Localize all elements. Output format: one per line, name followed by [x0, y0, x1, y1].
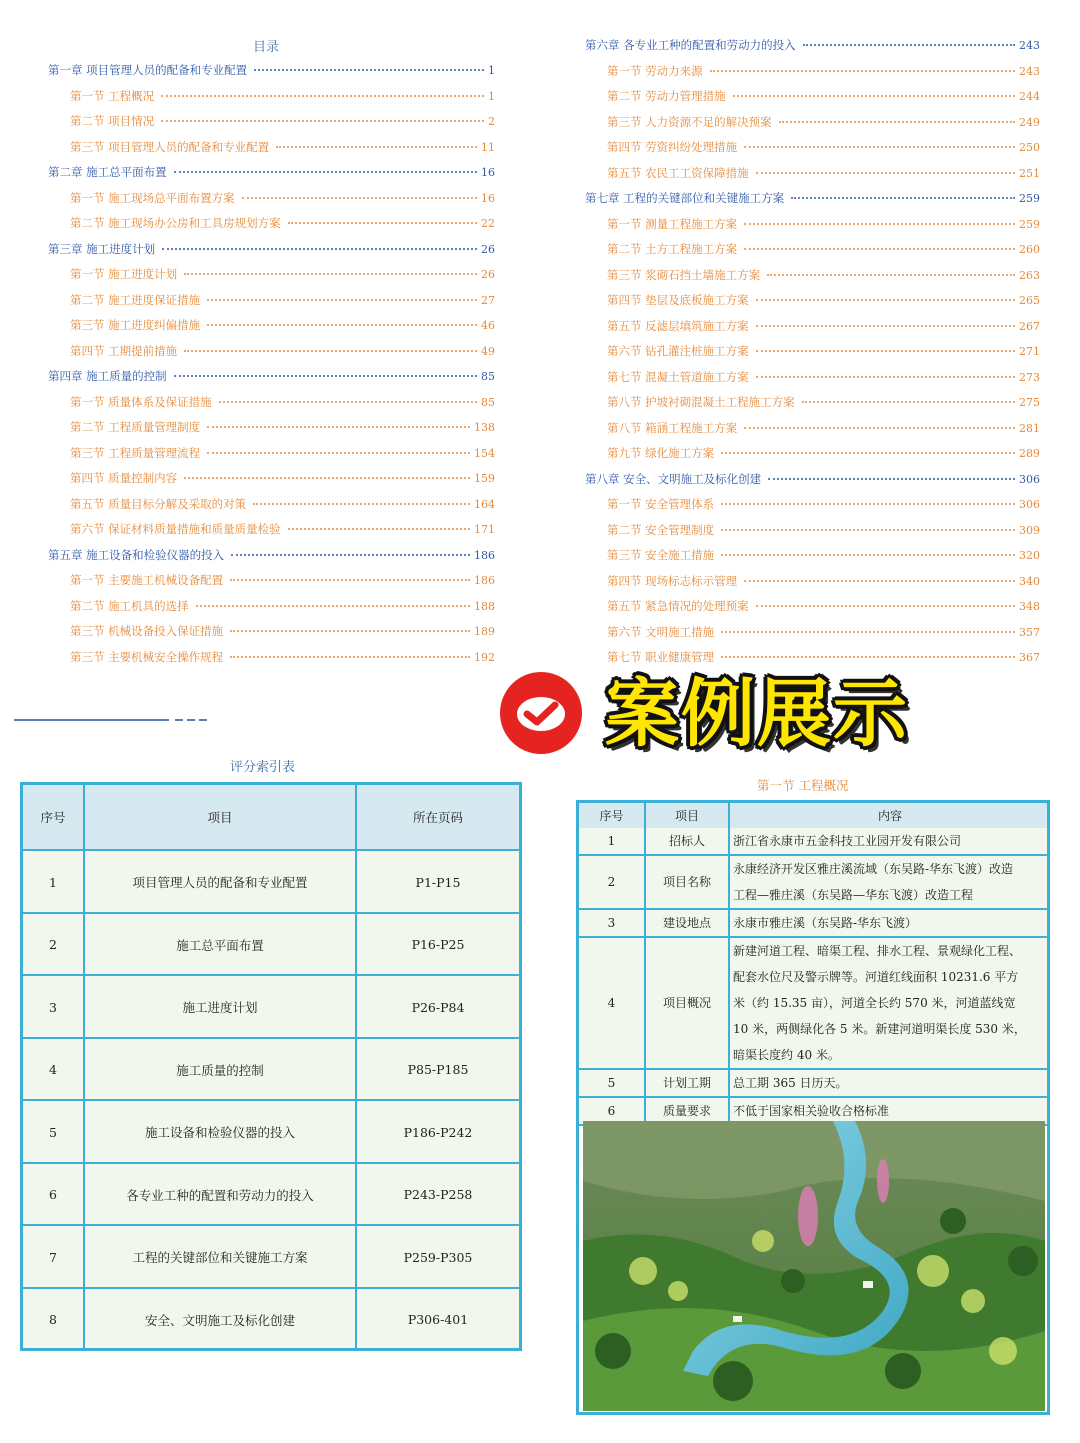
toc-section-entry[interactable] — [70, 623, 495, 639]
toc-leader-dots — [288, 518, 470, 530]
table-cell: 1 — [23, 851, 85, 914]
table-cell: 3 — [23, 976, 85, 1039]
table-cell: P259-P305 — [403, 1249, 473, 1265]
table-cell: 各专业工种的配置和劳动力的投入 — [85, 1164, 357, 1227]
toc-page-number: 265 — [1019, 294, 1040, 307]
toc-leader-dots — [710, 60, 1015, 72]
header-cell: 序号 — [579, 803, 646, 828]
check-circle-icon — [500, 672, 582, 754]
toc-entry-label: 第二章 施工总平面布置 — [48, 165, 167, 179]
toc-page-number: 22 — [481, 217, 495, 230]
toc-entry-label: 第三节 施工进度纠偏措施 — [70, 318, 201, 332]
toc-leader-dots — [254, 59, 484, 71]
toc-page-number: 357 — [1019, 625, 1040, 639]
toc-entry-label: 第三节 机械设备投入保证措施 — [70, 624, 224, 638]
toc-section-entry[interactable] — [607, 139, 1040, 155]
content-line: 浙江省永康市五金科技工业园开发有限公司 — [733, 834, 962, 848]
table-cell: 工程的关键部位和关键施工方案 — [85, 1226, 357, 1289]
table-row — [23, 849, 519, 914]
table-cell: P243-P258 — [403, 1187, 473, 1203]
row-number-cell: 1 — [579, 828, 646, 854]
toc-leader-dots — [288, 212, 477, 224]
table-header-row — [23, 785, 519, 849]
toc-entry-label: 第一章 项目管理人员的配备和专业配置 — [48, 63, 248, 77]
toc-section-entry[interactable] — [70, 113, 495, 129]
content-cell — [730, 1070, 1047, 1096]
toc-leader-dots — [219, 391, 477, 403]
toc-leader-dots — [744, 213, 1015, 225]
toc-section-entry[interactable] — [607, 522, 1040, 538]
toc-entry-label: 第二节 施工进度保证措施 — [70, 292, 201, 307]
toc-title: 目录 — [253, 40, 280, 55]
toc-leader-dots — [207, 416, 470, 428]
toc-leader-dots — [756, 595, 1015, 607]
toc-leader-dots — [231, 544, 470, 556]
toc-section-entry[interactable] — [607, 343, 1040, 359]
toc-page-number: 243 — [1019, 64, 1040, 78]
toc-page-number: 251 — [1019, 166, 1040, 180]
toc-entry-label: 第五节 农民工工资保障措施 — [607, 165, 749, 180]
toc-section-entry[interactable] — [607, 598, 1040, 614]
toc-section-entry[interactable] — [607, 88, 1040, 104]
landscape-rendering-image — [583, 1121, 1045, 1411]
toc-leader-dots — [184, 340, 477, 352]
toc-entry-label: 第六节 钻孔灌注桩施工方案 — [607, 344, 749, 358]
toc-page-number: 320 — [1019, 549, 1040, 562]
toc-page-number: 46 — [481, 319, 495, 332]
toc-entry-label: 第三节 项目管理人员的配备和专业配置 — [70, 139, 270, 154]
toc-section-entry[interactable] — [70, 445, 495, 461]
toc-entry-label: 第一节 施工进度计划 — [70, 267, 178, 281]
toc-entry-label: 第八章 安全、文明施工及标化创建 — [585, 471, 762, 486]
toc-page-number: 26 — [481, 242, 495, 256]
toc-section-entry[interactable] — [70, 317, 495, 333]
toc-chapter-entry[interactable] — [48, 164, 495, 180]
toc-entry-label: 第三节 人力资源不足的解决预案 — [607, 114, 772, 129]
overview-table — [576, 800, 1050, 1415]
row-number-cell: 3 — [579, 910, 646, 936]
toc-chapter-entry[interactable] — [48, 62, 495, 78]
header-cell: 项目 — [85, 785, 357, 849]
toc-chapter-entry[interactable] — [585, 190, 1040, 206]
content-cell — [730, 910, 1047, 936]
toc-entry-label: 第二节 项目情况 — [70, 114, 155, 128]
toc-page-number: 259 — [1019, 192, 1040, 205]
toc-entry-label: 第一节 安全管理体系 — [607, 497, 715, 511]
table-cell: 6 — [23, 1164, 85, 1227]
toc-entry-label: 第一节 质量体系及保证措施 — [70, 394, 212, 409]
header-cell: 项目 — [646, 803, 730, 828]
table-cell: P16-P25 — [411, 937, 465, 953]
table-cell: P186-P242 — [403, 1124, 473, 1140]
toc-chapter-entry[interactable] — [585, 37, 1040, 53]
toc-page-number: 243 — [1019, 39, 1040, 52]
item-cell: 项目概况 — [646, 938, 730, 1068]
table-row — [23, 974, 519, 1039]
toc-entry-label: 第四节 现场标志标示管理 — [607, 573, 738, 588]
toc-page-number: 11 — [481, 140, 495, 154]
toc-page-number: 85 — [481, 370, 495, 383]
item-cell: 质量要求 — [646, 1098, 730, 1124]
toc-chapter-entry[interactable] — [48, 368, 495, 384]
toc-page-number: 259 — [1019, 217, 1040, 231]
toc-chapter-entry[interactable] — [48, 547, 495, 563]
toc-entry-label: 第五节 反滤层填筑施工方案 — [607, 318, 749, 333]
toc-entry-label: 第四节 工期提前措施 — [70, 343, 178, 358]
banner-title: 案例展示 — [605, 671, 909, 757]
toc-page-number: 273 — [1019, 370, 1040, 384]
toc-entry-label: 第二节 安全管理制度 — [607, 522, 715, 537]
toc-page-number: 306 — [1019, 498, 1040, 511]
toc-entry-label: 第七节 职业健康管理 — [607, 650, 715, 664]
toc-entry-label: 第八节 箱涵工程施工方案 — [607, 420, 738, 435]
table-header-row — [579, 803, 1047, 830]
toc-leader-dots — [196, 595, 470, 607]
toc-section-entry[interactable] — [607, 165, 1040, 181]
table-cell: 施工进度计划 — [85, 976, 357, 1039]
toc-leader-dots — [184, 263, 477, 275]
toc-page-number: 289 — [1019, 447, 1040, 460]
toc-page-number: 164 — [474, 497, 495, 511]
toc-page-number: 348 — [1019, 600, 1040, 613]
toc-section-entry[interactable] — [607, 63, 1040, 79]
item-cell: 建设地点 — [646, 910, 730, 936]
item-cell: 计划工期 — [646, 1070, 730, 1096]
table-row — [23, 912, 519, 977]
toc-leader-dots — [207, 442, 470, 454]
toc-section-entry[interactable] — [607, 292, 1040, 308]
item-cell: 招标人 — [646, 828, 730, 854]
table-row — [23, 1224, 519, 1289]
table-cell: P26-P84 — [411, 999, 465, 1015]
toc-entry-label: 第六节 保证材料质量措施和质量质量检验 — [70, 522, 281, 536]
toc-page-number: 186 — [474, 574, 495, 587]
toc-entry-label: 第四节 垫层及底板施工方案 — [607, 293, 749, 307]
toc-section-entry[interactable] — [70, 266, 495, 282]
toc-section-entry[interactable] — [70, 649, 495, 665]
toc-leader-dots — [230, 646, 470, 658]
toc-leader-dots — [207, 314, 477, 326]
content-line: 永康经济开发区雅庄溪流域（东吴路-华东飞渡）改造 — [733, 862, 1014, 876]
table-row — [579, 910, 1047, 938]
toc-section-entry[interactable] — [607, 267, 1040, 283]
score-index-title: 评分索引表 — [230, 760, 296, 775]
content-cell — [730, 856, 1047, 908]
content-line: 10 米，两侧绿化各 5 米。新建河道明渠长度 530 米， — [733, 1022, 1026, 1036]
table-row — [23, 1162, 519, 1227]
toc-page-number: 271 — [1019, 345, 1040, 358]
table-row — [579, 938, 1047, 1070]
table-cell: P1-P15 — [415, 874, 461, 890]
toc-entry-label: 第六章 各专业工种的配置和劳动力的投入 — [585, 38, 796, 52]
table-row — [23, 1287, 519, 1352]
toc-section-entry[interactable] — [607, 241, 1040, 257]
toc-leader-dots — [744, 136, 1015, 148]
toc-leader-dots — [721, 646, 1015, 658]
table-row — [579, 1070, 1047, 1098]
table-cell: 安全、文明施工及标化创建 — [85, 1289, 357, 1352]
toc-section-entry[interactable] — [70, 139, 495, 155]
toc-page-number: 49 — [481, 344, 495, 358]
toc-leader-dots — [721, 519, 1015, 531]
overview-title: 第一节 工程概况 — [757, 778, 849, 793]
toc-entry-label: 第七节 混凝土管道施工方案 — [607, 369, 749, 384]
toc-section-entry[interactable] — [70, 419, 495, 435]
toc-page-number: 27 — [481, 293, 495, 307]
content-line: 新建河道工程、暗渠工程、排水工程、景观绿化工程、 — [733, 944, 1022, 958]
toc-entry-label: 第九节 绿化施工方案 — [607, 446, 715, 460]
toc-section-entry[interactable] — [607, 394, 1040, 410]
score-index-table — [20, 782, 522, 1351]
table-cell: 施工总平面布置 — [85, 914, 357, 977]
toc-entry-label: 第五章 施工设备和检验仪器的投入 — [48, 547, 225, 562]
toc-section-entry[interactable] — [607, 624, 1040, 640]
table-cell: P306-401 — [407, 1312, 469, 1328]
row-number-cell: 4 — [579, 938, 646, 1068]
toc-section-entry[interactable] — [607, 420, 1040, 436]
content-line: 工程—雅庄溪（东吴路—华东飞渡）改造工程 — [733, 888, 974, 902]
toc-leader-dots — [276, 136, 477, 148]
toc-leader-dots — [721, 442, 1015, 454]
toc-leader-dots — [230, 620, 470, 632]
toc-leader-dots — [744, 238, 1015, 250]
header-cell: 内容 — [877, 808, 902, 823]
toc-leader-dots — [768, 468, 1015, 480]
toc-page-number: 159 — [474, 472, 495, 485]
toc-section-entry[interactable] — [607, 114, 1040, 130]
table-cell: 4 — [23, 1039, 85, 1102]
toc-entry-label: 第五节 紧急情况的处理预案 — [607, 599, 749, 613]
toc-entry-label: 第二节 施工现场办公房和工具房规划方案 — [70, 216, 281, 230]
toc-page-number: 306 — [1019, 472, 1040, 486]
toc-page-number: 1 — [488, 64, 495, 77]
toc-leader-dots — [802, 391, 1015, 403]
content-line: 总工期 365 日历天。 — [733, 1076, 848, 1090]
content-line: 暗渠长度约 40 米。 — [733, 1048, 840, 1062]
toc-section-entry[interactable] — [70, 496, 495, 512]
toc-leader-dots — [756, 315, 1015, 327]
toc-entry-label: 第一节 主要施工机械设备配置 — [70, 573, 224, 587]
toc-section-entry[interactable] — [70, 215, 495, 231]
content-line: 不低于国家相关验收合格标准 — [733, 1104, 890, 1118]
toc-entry-label: 第四节 劳资纠纷处理措施 — [607, 140, 738, 154]
toc-section-entry[interactable] — [70, 190, 495, 206]
table-cell: 施工设备和检验仪器的投入 — [85, 1101, 357, 1164]
toc-page-number: 250 — [1019, 141, 1040, 154]
table-row — [579, 856, 1047, 910]
toc-leader-dots — [230, 569, 470, 581]
toc-page-number: 138 — [474, 421, 495, 434]
toc-leader-dots — [721, 621, 1015, 633]
toc-leader-dots — [253, 493, 470, 505]
toc-leader-dots — [721, 493, 1015, 505]
divider-dashes — [175, 719, 207, 721]
toc-entry-label: 第一节 施工现场总平面布置方案 — [70, 190, 235, 205]
toc-leader-dots — [767, 264, 1015, 276]
table-cell: 7 — [23, 1226, 85, 1289]
toc-section-entry[interactable] — [607, 496, 1040, 512]
toc-entry-label: 第三节 浆砌石挡土墙施工方案 — [607, 267, 761, 282]
toc-entry-label: 第八节 护坡衬砌混凝土工程施工方案 — [607, 395, 795, 409]
toc-leader-dots — [756, 162, 1015, 174]
toc-page-number: 154 — [474, 446, 495, 460]
toc-section-entry[interactable] — [70, 394, 495, 410]
toc-leader-dots — [779, 111, 1015, 123]
content-line: 米（约 15.35 亩），河道全长约 570 米，河道蓝线宽 — [733, 996, 1016, 1010]
toc-entry-label: 第三节 工程质量管理流程 — [70, 445, 201, 460]
toc-section-entry[interactable] — [607, 573, 1040, 589]
toc-section-entry[interactable] — [70, 292, 495, 308]
toc-section-entry[interactable] — [607, 445, 1040, 461]
toc-entry-label: 第七章 工程的关键部位和关键施工方案 — [585, 191, 785, 205]
toc-page-number: 367 — [1019, 651, 1040, 664]
table-row — [579, 828, 1047, 856]
toc-entry-label: 第六节 文明施工措施 — [607, 624, 715, 639]
header-cell: 所在页码 — [412, 810, 463, 825]
toc-page-number: 16 — [481, 191, 495, 205]
toc-leader-dots — [174, 161, 477, 173]
toc-page-number: 186 — [474, 548, 495, 562]
content-line: 配套水位尺及警示牌等。河道红线面积 10231.6 平方 — [733, 970, 1019, 984]
toc-section-entry[interactable] — [607, 216, 1040, 232]
toc-page-number: 340 — [1019, 574, 1040, 588]
toc-leader-dots — [174, 365, 477, 377]
toc-entry-label: 第一节 劳动力来源 — [607, 63, 703, 78]
header-cell: 序号 — [23, 785, 85, 849]
toc-section-entry[interactable] — [70, 598, 495, 614]
toc-entry-label: 第四节 质量控制内容 — [70, 471, 178, 485]
toc-leader-dots — [803, 34, 1015, 46]
toc-page-number: 260 — [1019, 243, 1040, 256]
toc-section-entry[interactable] — [70, 521, 495, 537]
toc-section-entry[interactable] — [607, 547, 1040, 563]
toc-section-entry[interactable] — [70, 470, 495, 486]
toc-entry-label: 第二节 工程质量管理制度 — [70, 420, 201, 434]
toc-page-number: 192 — [474, 650, 495, 664]
toc-entry-label: 第三节 主要机械安全操作规程 — [70, 649, 224, 664]
content-line: 永康市雅庄溪（东吴路-华东飞渡） — [733, 916, 918, 930]
toc-page-number: 281 — [1019, 421, 1040, 435]
toc-page-number: 244 — [1019, 90, 1040, 103]
toc-entry-label: 第三节 安全施工措施 — [607, 548, 715, 562]
toc-entry-label: 第四章 施工质量的控制 — [48, 369, 167, 383]
toc-entry-label: 第三章 施工进度计划 — [48, 241, 156, 256]
toc-page-number: 263 — [1019, 268, 1040, 282]
toc-entry-label: 第一节 工程概况 — [70, 88, 155, 103]
toc-leader-dots — [756, 366, 1015, 378]
toc-leader-dots — [756, 289, 1015, 301]
toc-section-entry[interactable] — [70, 343, 495, 359]
table-cell: 5 — [23, 1101, 85, 1164]
item-cell: 项目名称 — [646, 856, 730, 908]
toc-section-entry[interactable] — [607, 318, 1040, 334]
toc-entry-label: 第二节 施工机具的选择 — [70, 598, 189, 613]
table-cell: 2 — [23, 914, 85, 977]
table-cell: 8 — [23, 1289, 85, 1352]
toc-leader-dots — [161, 85, 484, 97]
toc-page-number: 85 — [481, 395, 495, 409]
row-number-cell: 2 — [579, 856, 646, 908]
toc-section-entry[interactable] — [607, 649, 1040, 665]
table-row — [23, 1037, 519, 1102]
toc-leader-dots — [744, 570, 1015, 582]
toc-entry-label: 第一节 测量工程施工方案 — [607, 216, 738, 231]
toc-leader-dots — [242, 187, 477, 199]
toc-page-number: 188 — [474, 599, 495, 613]
toc-page-number: 26 — [481, 268, 495, 281]
row-number-cell: 6 — [579, 1098, 646, 1124]
toc-page-number: 2 — [488, 115, 495, 128]
toc-leader-dots — [756, 340, 1015, 352]
divider-line — [14, 719, 169, 721]
table-cell: 项目管理人员的配备和专业配置 — [85, 851, 357, 914]
toc-entry-label: 第二节 土方工程施工方案 — [607, 242, 738, 256]
toc-entry-label: 第二节 劳动力管理措施 — [607, 89, 726, 103]
content-cell — [730, 938, 1047, 1068]
toc-page-number: 171 — [474, 523, 495, 536]
toc-leader-dots — [721, 544, 1015, 556]
toc-chapter-entry[interactable] — [585, 471, 1040, 487]
toc-page-number: 249 — [1019, 115, 1040, 129]
toc-page-number: 309 — [1019, 523, 1040, 537]
toc-page-number: 16 — [481, 166, 495, 179]
toc-page-number: 189 — [474, 625, 495, 638]
toc-page-number: 275 — [1019, 396, 1040, 409]
toc-leader-dots — [161, 110, 484, 122]
table-cell: 施工质量的控制 — [85, 1039, 357, 1102]
content-cell — [730, 828, 1047, 854]
table-cell: P85-P185 — [407, 1062, 469, 1078]
toc-leader-dots — [791, 187, 1015, 199]
toc-leader-dots — [744, 417, 1015, 429]
toc-section-entry[interactable] — [70, 572, 495, 588]
toc-leader-dots — [207, 289, 477, 301]
toc-chapter-entry[interactable] — [48, 241, 495, 257]
table-row — [23, 1099, 519, 1164]
toc-section-entry[interactable] — [70, 88, 495, 104]
toc-entry-label: 第五节 质量目标分解及采取的对策 — [70, 496, 247, 511]
row-number-cell: 5 — [579, 1070, 646, 1096]
toc-section-entry[interactable] — [607, 369, 1040, 385]
toc-leader-dots — [162, 238, 477, 250]
toc-leader-dots — [184, 467, 470, 479]
toc-leader-dots — [733, 85, 1015, 97]
toc-page-number: 1 — [488, 89, 495, 103]
toc-page-number: 267 — [1019, 319, 1040, 333]
